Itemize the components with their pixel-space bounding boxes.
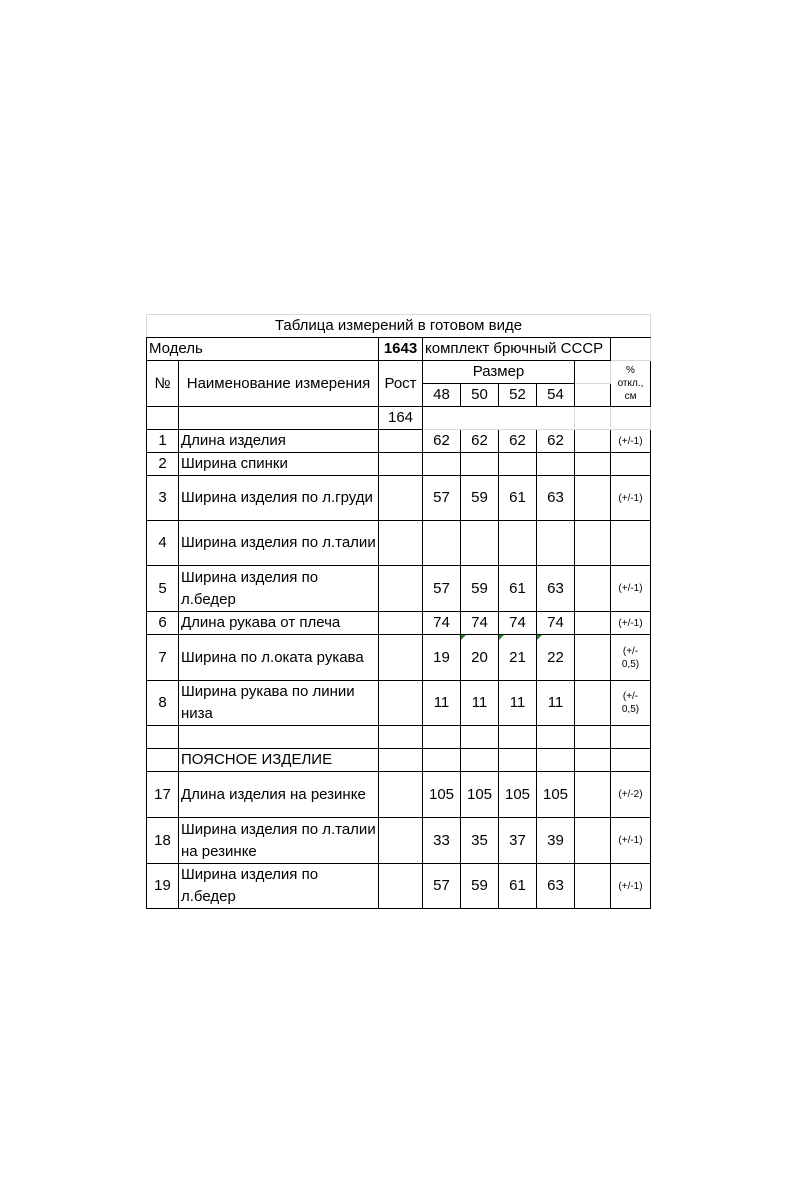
empty-cell [575,476,611,521]
measurement-sheet [146,314,651,909]
empty-cell [575,566,611,612]
row-value: 59 [461,476,499,521]
header-num: № [147,361,179,407]
empty-cell [379,772,423,818]
empty-cell [499,749,537,772]
empty-cell [499,521,537,566]
size-header: 48 [423,384,461,407]
empty-cell [611,726,651,749]
row-tolerance: (+/-1) [611,818,651,864]
row-value: 105 [461,772,499,818]
row-name: Ширина по л.оката рукава [179,635,379,681]
row-name: Длина рукава от плеча [179,612,379,635]
size-header: 54 [537,384,575,407]
empty-cell [575,635,611,681]
row-value: 105 [423,772,461,818]
section-label: ПОЯСНОЕ ИЗДЕЛИЕ [179,749,379,772]
empty-cell [379,726,423,749]
table-row [147,521,651,566]
table-row [147,772,651,818]
table-row-empty [147,726,651,749]
empty-cell [575,681,611,726]
row-num: 2 [147,453,179,476]
row-value: 11 [499,681,537,726]
row-name: Ширина изделия по л.бедер [179,566,379,612]
row-value: 11 [537,681,575,726]
empty-cell [575,612,611,635]
row-value: 11 [423,681,461,726]
empty-cell [575,749,611,772]
header-tolerance: % откл., см [611,361,651,407]
row-name: Ширина изделия по л.бедер [179,864,379,909]
header-name: Наименование измерения [179,361,379,407]
model-name: комплект брючный СССР [423,338,611,361]
row-num: 5 [147,566,179,612]
row-value: 21 [499,635,537,681]
empty-cell [379,681,423,726]
row-value: 19 [423,635,461,681]
row-value: 105 [499,772,537,818]
row-num: 19 [147,864,179,909]
table-row [147,612,651,635]
row-value: 22 [537,635,575,681]
row-value: 20 [461,635,499,681]
row-tolerance: (+/-1) [611,476,651,521]
empty-cell [575,430,611,453]
empty-cell [575,726,611,749]
row-tolerance: (+/-2) [611,772,651,818]
row-value: 62 [423,430,461,453]
empty-cell [611,338,651,361]
table-row [147,681,651,726]
row-tolerance: (+/-1) [611,612,651,635]
empty-cell [461,749,499,772]
empty-cell [379,521,423,566]
row-value: 11 [461,681,499,726]
empty-cell [379,453,423,476]
size-header: 50 [461,384,499,407]
row-value: 62 [499,430,537,453]
row-name: Ширина изделия по л.талии на резинке [179,818,379,864]
row-value: 74 [423,612,461,635]
row-value: 59 [461,864,499,909]
empty-cell [423,521,461,566]
row-value: 35 [461,818,499,864]
empty-cell [461,521,499,566]
empty-cell [575,818,611,864]
row-num: 4 [147,521,179,566]
row-value: 74 [537,612,575,635]
empty-cell [575,453,611,476]
height-value: 164 [379,407,423,430]
row-name: Ширина изделия по л.груди [179,476,379,521]
row-num: 6 [147,612,179,635]
empty-cell [611,521,651,566]
table-row [147,818,651,864]
row-num: 7 [147,635,179,681]
row-value: 39 [537,818,575,864]
row-value: 62 [461,430,499,453]
empty-cell [575,864,611,909]
empty-cell [461,726,499,749]
row-value: 61 [499,566,537,612]
empty-cell [379,430,423,453]
empty-cell [147,749,179,772]
row-name: Длина изделия на резинке [179,772,379,818]
empty-cell [379,612,423,635]
row-value: 57 [423,864,461,909]
empty-cell [499,726,537,749]
row-num: 8 [147,681,179,726]
empty-cell [423,749,461,772]
row-num: 3 [147,476,179,521]
row-value: 63 [537,476,575,521]
empty-cell [423,453,461,476]
empty-cell [147,407,179,430]
table-row [147,430,651,453]
table-row [147,453,651,476]
empty-cell [611,453,651,476]
header-height: Рост [379,361,423,407]
empty-cell [575,384,611,407]
row-tolerance: (+/-1) [611,566,651,612]
empty-cell [575,521,611,566]
row-value: 33 [423,818,461,864]
empty-cell [537,521,575,566]
measurement-table [146,314,651,909]
row-value: 61 [499,864,537,909]
table-row [147,864,651,909]
row-value: 63 [537,864,575,909]
row-value: 62 [537,430,575,453]
empty-cell [379,476,423,521]
empty-cell [379,566,423,612]
row-tolerance: (+/- 0,5) [611,681,651,726]
row-value: 74 [499,612,537,635]
section-row [147,749,651,772]
row-tolerance: (+/-1) [611,864,651,909]
model-label: Модель [147,338,379,361]
row-value: 105 [537,772,575,818]
row-value: 57 [423,476,461,521]
empty-cell [423,407,575,430]
empty-cell [537,726,575,749]
row-num: 1 [147,430,179,453]
row-name: Ширина изделия по л.талии [179,521,379,566]
empty-cell [461,453,499,476]
table-row [147,566,651,612]
empty-cell [379,635,423,681]
empty-cell [611,407,651,430]
row-value: 74 [461,612,499,635]
empty-cell [379,749,423,772]
row-tolerance: (+/-1) [611,430,651,453]
table-row [147,635,651,681]
row-value: 61 [499,476,537,521]
table-title: Таблица измерений в готовом виде [147,315,651,338]
empty-cell [423,726,461,749]
row-value: 63 [537,566,575,612]
empty-cell [537,453,575,476]
row-tolerance: (+/- 0,5) [611,635,651,681]
row-value: 57 [423,566,461,612]
empty-cell [179,407,379,430]
row-name: Ширина рукава по линии низа [179,681,379,726]
empty-cell [575,407,611,430]
empty-cell [179,726,379,749]
empty-cell [611,749,651,772]
row-num: 18 [147,818,179,864]
size-header: 52 [499,384,537,407]
model-number: 1643 [379,338,423,361]
row-value: 37 [499,818,537,864]
empty-cell [575,361,611,384]
table-row [147,476,651,521]
row-name: Длина изделия [179,430,379,453]
empty-cell [147,726,179,749]
empty-cell [575,772,611,818]
row-num: 17 [147,772,179,818]
empty-cell [537,749,575,772]
row-name: Ширина спинки [179,453,379,476]
row-value: 59 [461,566,499,612]
empty-cell [379,818,423,864]
empty-cell [499,453,537,476]
empty-cell [379,864,423,909]
header-size: Размер [423,361,575,384]
